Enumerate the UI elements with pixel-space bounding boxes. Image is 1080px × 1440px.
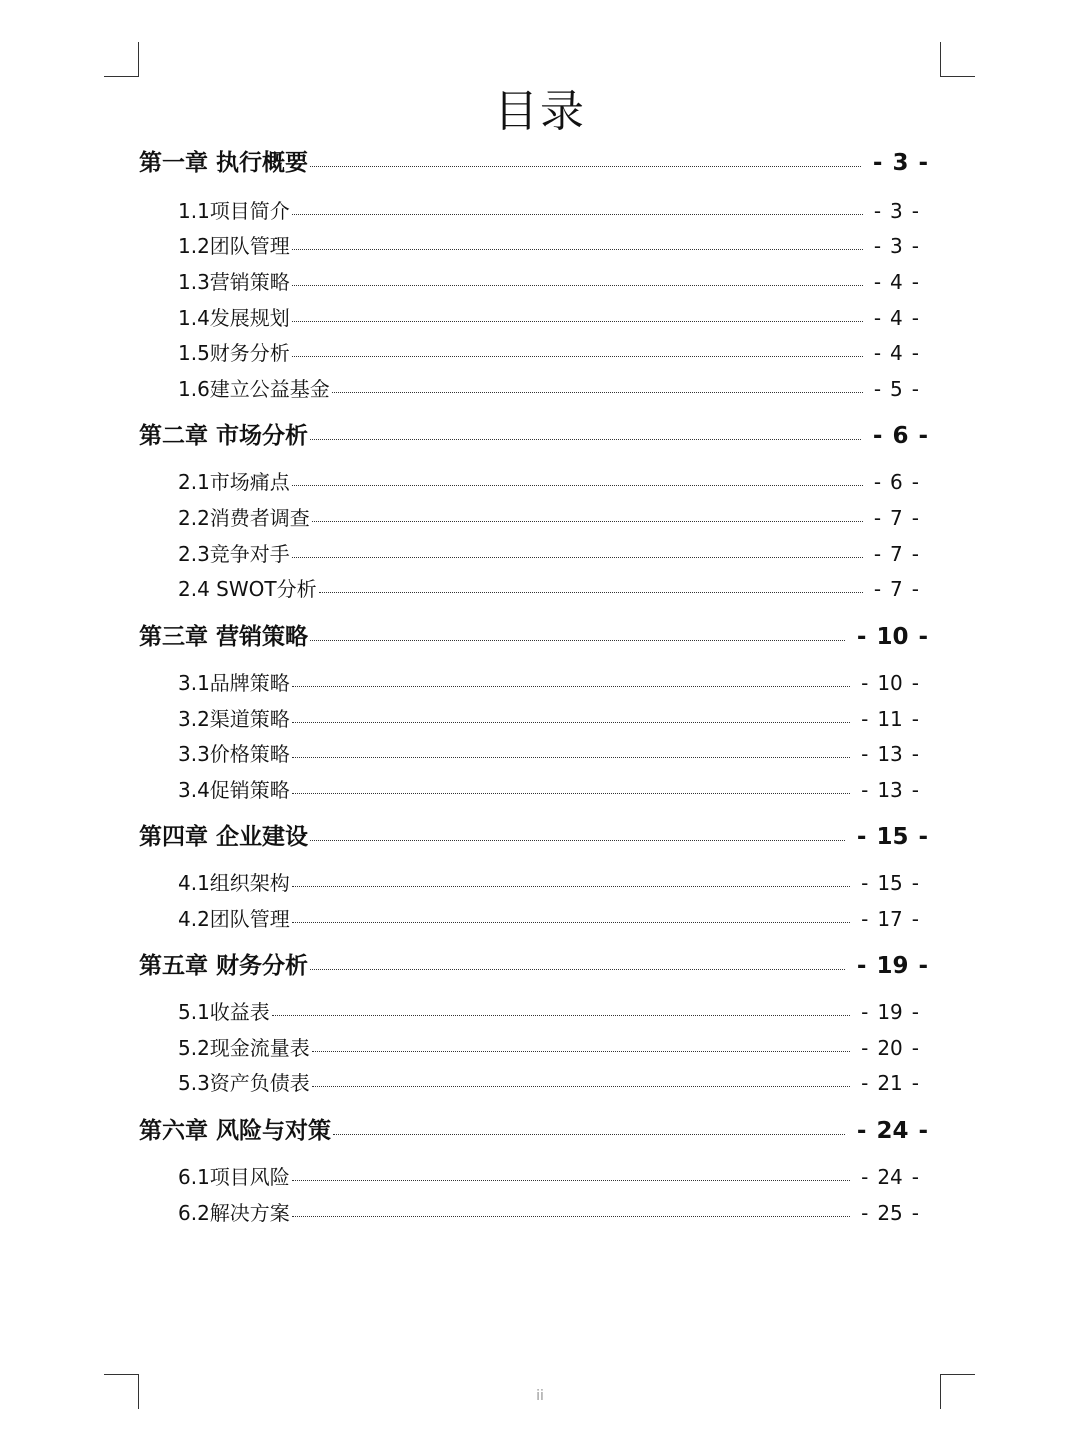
page-ref [852, 667, 928, 699]
dot-leader [292, 1216, 850, 1217]
page-number-ref: 15 [876, 824, 909, 850]
toc-section-4-2[interactable] [178, 903, 928, 935]
dash-left: - [873, 270, 882, 294]
toc-section-5-3[interactable] [178, 1067, 928, 1099]
page-ref [865, 502, 928, 534]
toc-section-2-4[interactable] [178, 573, 928, 605]
page-ref [865, 302, 928, 334]
section-title: 1.6建立公益基金 [178, 377, 330, 401]
dot-leader [272, 1015, 850, 1016]
chapter-title: 第四章 企业建设 [139, 824, 309, 850]
dash-left: - [861, 1000, 869, 1024]
dash-right: - [911, 199, 919, 223]
section-title: 1.5财务分析 [178, 341, 290, 365]
toc-section-3-1[interactable] [178, 667, 928, 699]
section-title: 5.2现金流量表 [178, 1036, 310, 1060]
page-ref [852, 867, 928, 899]
dot-leader [292, 285, 863, 286]
toc-chapter-3[interactable] [139, 620, 928, 654]
dash-right: - [918, 423, 928, 449]
dash-right: - [918, 1118, 928, 1144]
section-title: 5.1收益表 [178, 1000, 270, 1024]
dash-left: - [856, 953, 867, 979]
section-title: 1.1项目简介 [178, 199, 290, 223]
page-ref [852, 703, 928, 735]
section-title: 6.1项目风险 [178, 1165, 290, 1189]
page-ref [852, 996, 928, 1028]
page-number-ref: 19 [877, 1000, 903, 1024]
toc-section-5-1[interactable] [178, 996, 928, 1028]
page-ref [865, 195, 928, 227]
page-number-ref: 4 [890, 341, 903, 365]
chapter-title: 第三章 营销策略 [139, 624, 309, 650]
toc-section-1-3[interactable] [178, 266, 928, 298]
dash-right: - [911, 742, 919, 766]
dash-left: - [873, 199, 882, 223]
page-ref [852, 903, 928, 935]
page-ref [847, 949, 928, 983]
page-number-ref: 21 [877, 1071, 903, 1095]
chapter-title: 第六章 风险与对策 [139, 1118, 332, 1144]
toc-section-1-4[interactable] [178, 302, 928, 334]
dash-right: - [911, 671, 919, 695]
page-ref [865, 266, 928, 298]
dash-right: - [911, 377, 919, 401]
dash-right: - [918, 624, 928, 650]
toc-section-5-2[interactable] [178, 1032, 928, 1064]
page-ref [865, 573, 928, 605]
dash-right: - [911, 1165, 919, 1189]
page-number-ref: 4 [890, 270, 903, 294]
page-ref [852, 1161, 928, 1193]
page-number-ref: 15 [877, 871, 903, 895]
page-number-ref: 10 [877, 671, 903, 695]
dash-left: - [872, 423, 883, 449]
dash-right: - [911, 871, 919, 895]
dash-left: - [861, 671, 869, 695]
dot-leader [292, 485, 863, 486]
dash-left: - [861, 707, 869, 731]
dot-leader [292, 922, 850, 923]
dot-leader [310, 840, 845, 841]
dash-left: - [861, 742, 869, 766]
dash-left: - [861, 1201, 869, 1225]
chapter-title: 第二章 市场分析 [139, 423, 309, 449]
dash-right: - [911, 1071, 919, 1095]
dash-left: - [861, 1071, 869, 1095]
dash-right: - [911, 306, 919, 330]
page-number-ref: 13 [877, 778, 903, 802]
dash-left: - [861, 871, 869, 895]
page-ref [863, 419, 928, 453]
page-ref [847, 620, 928, 654]
section-title: 5.3资产负债表 [178, 1071, 310, 1095]
section-title: 2.4 SWOT分析 [178, 577, 317, 601]
dash-right: - [911, 470, 919, 494]
section-title: 3.4促销策略 [178, 778, 290, 802]
page-ref [852, 1197, 928, 1229]
page-ref [865, 373, 928, 405]
dash-right: - [911, 270, 919, 294]
page-number-ref: 10 [876, 624, 909, 650]
section-title: 3.2渠道策略 [178, 707, 290, 731]
dash-right: - [918, 953, 928, 979]
dash-right: - [911, 707, 919, 731]
dash-left: - [856, 824, 867, 850]
toc-chapter-5[interactable] [139, 949, 928, 983]
page-number-ref: 7 [890, 542, 903, 566]
dot-leader [310, 969, 845, 970]
toc-section-2-3[interactable] [178, 538, 928, 570]
page-ref [865, 337, 928, 369]
dash-right: - [911, 542, 919, 566]
dot-leader [312, 521, 863, 522]
page-number-ref: 20 [877, 1036, 903, 1060]
page-ref [847, 820, 928, 854]
dash-left: - [856, 624, 867, 650]
dot-leader [312, 1051, 850, 1052]
dot-leader [292, 214, 863, 215]
page-ref [865, 538, 928, 570]
dash-right: - [911, 234, 919, 258]
dot-leader [310, 640, 845, 641]
dash-right: - [918, 824, 928, 850]
dash-left: - [861, 1036, 869, 1060]
toc-section-1-5[interactable] [178, 337, 928, 369]
dot-leader [292, 1180, 850, 1181]
section-title: 1.2团队管理 [178, 234, 290, 258]
section-title: 1.4发展规划 [178, 306, 290, 330]
section-title: 2.3竞争对手 [178, 542, 290, 566]
page-ref [852, 1067, 928, 1099]
toc-section-3-4[interactable] [178, 774, 928, 806]
page-number-ref: 11 [877, 707, 903, 731]
dash-right: - [911, 341, 919, 365]
toc-section-2-1[interactable] [178, 466, 928, 498]
dash-left: - [872, 150, 883, 176]
section-title: 6.2解决方案 [178, 1201, 290, 1225]
toc-section-3-2[interactable] [178, 703, 928, 735]
section-title: 3.3价格策略 [178, 742, 290, 766]
dash-left: - [873, 577, 882, 601]
dash-left: - [873, 377, 882, 401]
toc-section-3-3[interactable] [178, 738, 928, 770]
section-title: 4.2团队管理 [178, 907, 290, 931]
dot-leader [292, 793, 850, 794]
dot-leader [310, 439, 861, 440]
page-number-ref: 24 [876, 1118, 909, 1144]
page-number-ref: 17 [877, 907, 903, 931]
page-number-ref: 6 [892, 423, 909, 449]
section-title: 2.1市场痛点 [178, 470, 290, 494]
page-number-ref: 3 [890, 199, 903, 223]
page-number-ref: 25 [877, 1201, 903, 1225]
dash-right: - [911, 506, 919, 530]
section-title: 2.2消费者调查 [178, 506, 310, 530]
page-number-ref: 3 [892, 150, 909, 176]
dash-left: - [873, 306, 882, 330]
page-ref [865, 230, 928, 262]
toc-chapter-2[interactable] [139, 419, 928, 453]
page-ref [865, 466, 928, 498]
dash-left: - [873, 506, 882, 530]
dot-leader [292, 356, 863, 357]
toc-section-1-2[interactable] [178, 230, 928, 262]
toc-section-4-1[interactable] [178, 867, 928, 899]
page-number-ref: 6 [890, 470, 903, 494]
toc-section-6-1[interactable] [178, 1161, 928, 1193]
page-ref [847, 1114, 928, 1148]
dash-left: - [861, 1165, 869, 1189]
chapter-title: 第一章 执行概要 [139, 150, 309, 176]
dot-leader [312, 1086, 850, 1087]
dot-leader [319, 592, 863, 593]
toc-chapter-1[interactable] [139, 146, 928, 180]
dash-left: - [873, 234, 882, 258]
dot-leader [292, 321, 863, 322]
dash-left: - [861, 907, 869, 931]
dot-leader [333, 1134, 845, 1135]
dash-right: - [911, 778, 919, 802]
section-title: 3.1品牌策略 [178, 671, 290, 695]
dash-right: - [918, 150, 928, 176]
page-number-ref: 7 [890, 506, 903, 530]
dot-leader [292, 722, 850, 723]
dot-leader [292, 249, 863, 250]
dot-leader [292, 886, 850, 887]
dot-leader [292, 557, 863, 558]
dash-left: - [856, 1118, 867, 1144]
page-number-ref: 24 [877, 1165, 903, 1189]
page-ref [852, 738, 928, 770]
page-number-ref: 7 [890, 577, 903, 601]
page-title: 目录 [494, 86, 586, 137]
page-number-ref: 4 [890, 306, 903, 330]
section-title: 4.1组织架构 [178, 871, 290, 895]
dot-leader [310, 166, 861, 167]
toc-section-1-6[interactable] [178, 373, 928, 405]
dot-leader [292, 686, 850, 687]
page-number: ii [536, 1388, 544, 1404]
dash-right: - [911, 577, 919, 601]
dash-right: - [911, 907, 919, 931]
section-title: 1.3营销策略 [178, 270, 290, 294]
page-number-ref: 5 [890, 377, 903, 401]
toc-chapter-4[interactable] [139, 820, 928, 854]
dash-left: - [861, 778, 869, 802]
page-number-ref: 13 [877, 742, 903, 766]
page-number-ref: 3 [890, 234, 903, 258]
page-ref [863, 146, 928, 180]
toc-section-1-1[interactable] [178, 195, 928, 227]
chapter-title: 第五章 财务分析 [139, 953, 309, 979]
dash-left: - [873, 542, 882, 566]
dot-leader [292, 757, 850, 758]
page-number-ref: 19 [876, 953, 909, 979]
dot-leader [332, 392, 863, 393]
dash-left: - [873, 341, 882, 365]
dash-right: - [911, 1000, 919, 1024]
toc-section-6-2[interactable] [178, 1197, 928, 1229]
dash-right: - [911, 1201, 919, 1225]
page-ref [852, 774, 928, 806]
dash-left: - [873, 470, 882, 494]
toc-chapter-6[interactable] [139, 1114, 928, 1148]
dash-right: - [911, 1036, 919, 1060]
page-ref [852, 1032, 928, 1064]
toc-section-2-2[interactable] [178, 502, 928, 534]
